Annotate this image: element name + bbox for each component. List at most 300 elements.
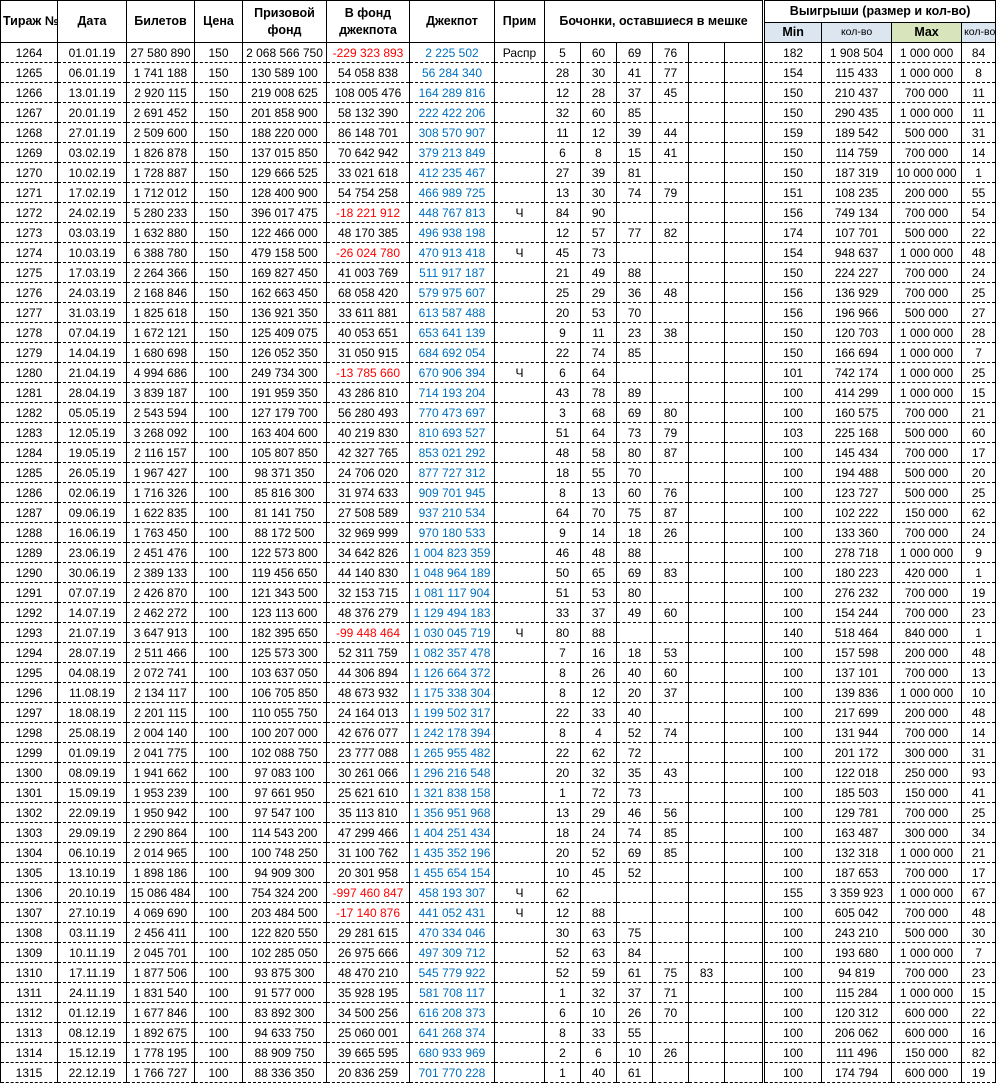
cell-price: 100: [195, 943, 243, 963]
cell-date: 17.11.19: [58, 963, 127, 983]
cell-barrel: 84: [617, 943, 653, 963]
cell-prize-fund: 97 083 100: [243, 763, 327, 783]
cell-barrel: 55: [617, 1023, 653, 1043]
cell-note: [495, 983, 545, 1003]
cell-barrel: 43: [545, 383, 581, 403]
cell-to-jackpot: 56 280 493: [327, 403, 410, 423]
cell-tickets: 15 086 484: [127, 883, 195, 903]
cell-barrel: 76: [653, 483, 689, 503]
cell-max-count: 8: [962, 63, 996, 83]
cell-max: 700 000: [892, 203, 962, 223]
header-max-count: кол-во: [962, 23, 996, 43]
cell-price: 100: [195, 843, 243, 863]
cell-barrel-spacer: [725, 723, 764, 743]
cell-tickets: 1 766 727: [127, 1063, 195, 1083]
cell-min-count: 201 172: [822, 743, 892, 763]
cell-to-jackpot: 33 611 881: [327, 303, 410, 323]
cell-draw: 1279: [1, 343, 58, 363]
cell-barrel: [689, 703, 725, 723]
cell-prize-fund: 137 015 850: [243, 143, 327, 163]
cell-max: 1 000 000: [892, 883, 962, 903]
cell-barrel: [689, 803, 725, 823]
cell-max: 1 000 000: [892, 543, 962, 563]
cell-date: 10.02.19: [58, 163, 127, 183]
cell-date: 15.12.19: [58, 1043, 127, 1063]
cell-draw: 1299: [1, 743, 58, 763]
cell-jackpot: 684 692 054: [410, 343, 495, 363]
cell-to-jackpot: 48 376 279: [327, 603, 410, 623]
cell-barrel: 40: [617, 663, 653, 683]
cell-max-count: 7: [962, 943, 996, 963]
cell-barrel: 8: [545, 483, 581, 503]
cell-tickets: 1 941 662: [127, 763, 195, 783]
cell-barrel-spacer: [725, 943, 764, 963]
cell-barrel: 26: [653, 523, 689, 543]
cell-barrel: 26: [617, 1003, 653, 1023]
cell-note: [495, 783, 545, 803]
cell-barrel: 39: [617, 123, 653, 143]
cell-barrel-spacer: [725, 43, 764, 63]
cell-min-count: 3 359 923: [822, 883, 892, 903]
cell-min: 100: [764, 803, 822, 823]
cell-max-count: 11: [962, 103, 996, 123]
cell-max-count: 13: [962, 663, 996, 683]
table-row: [1, 703, 996, 723]
cell-prize-fund: 100 207 000: [243, 723, 327, 743]
cell-tickets: 1 741 188: [127, 63, 195, 83]
cell-min: 100: [764, 1023, 822, 1043]
cell-draw: 1273: [1, 223, 58, 243]
cell-barrel: 27: [545, 163, 581, 183]
cell-barrel: [689, 283, 725, 303]
cell-min-count: 139 836: [822, 683, 892, 703]
cell-barrel: 33: [545, 603, 581, 623]
cell-max-count: 84: [962, 43, 996, 63]
cell-tickets: 1 763 450: [127, 523, 195, 543]
cell-min-count: 605 042: [822, 903, 892, 923]
cell-price: 150: [195, 43, 243, 63]
cell-barrel: 62: [545, 883, 581, 903]
cell-note: [495, 603, 545, 623]
cell-min: 101: [764, 363, 822, 383]
cell-barrel: 53: [581, 303, 617, 323]
cell-barrel: [689, 883, 725, 903]
cell-price: 100: [195, 983, 243, 1003]
cell-jackpot: 164 289 816: [410, 83, 495, 103]
cell-max-count: 21: [962, 843, 996, 863]
cell-note: [495, 303, 545, 323]
cell-barrel: 37: [617, 983, 653, 1003]
cell-date: 13.01.19: [58, 83, 127, 103]
cell-min: 100: [764, 523, 822, 543]
table-row: [1, 1023, 996, 1043]
cell-jackpot: 1 030 045 719: [410, 623, 495, 643]
cell-draw: 1306: [1, 883, 58, 903]
cell-barrel: 88: [617, 263, 653, 283]
cell-date: 10.11.19: [58, 943, 127, 963]
cell-tickets: 1 967 427: [127, 463, 195, 483]
cell-barrel: [653, 903, 689, 923]
cell-min: 182: [764, 43, 822, 63]
cell-barrel: [689, 663, 725, 683]
cell-barrel: [653, 203, 689, 223]
table-row: [1, 243, 996, 263]
cell-barrel: 24: [581, 823, 617, 843]
cell-to-jackpot: -13 785 660: [327, 363, 410, 383]
cell-max-count: 93: [962, 763, 996, 783]
cell-barrel: 80: [545, 623, 581, 643]
cell-max: 1 000 000: [892, 983, 962, 1003]
cell-date: 11.08.19: [58, 683, 127, 703]
cell-min: 156: [764, 203, 822, 223]
cell-tickets: 1 712 012: [127, 183, 195, 203]
cell-barrel: 8: [545, 1023, 581, 1043]
cell-tickets: 1 877 506: [127, 963, 195, 983]
cell-price: 100: [195, 903, 243, 923]
cell-barrel: 51: [545, 423, 581, 443]
cell-max: 1 000 000: [892, 243, 962, 263]
cell-barrel: 3: [545, 403, 581, 423]
cell-barrel: 65: [581, 563, 617, 583]
cell-barrel: [689, 903, 725, 923]
cell-min: 100: [764, 743, 822, 763]
cell-barrel: 52: [617, 863, 653, 883]
cell-barrel: 74: [617, 823, 653, 843]
cell-price: 100: [195, 1003, 243, 1023]
cell-barrel: 81: [617, 163, 653, 183]
cell-barrel: [689, 923, 725, 943]
cell-barrel: 48: [581, 543, 617, 563]
cell-barrel: 28: [581, 83, 617, 103]
cell-barrel: 6: [581, 1043, 617, 1063]
cell-date: 14.07.19: [58, 603, 127, 623]
cell-prize-fund: 121 343 500: [243, 583, 327, 603]
cell-min: 100: [764, 863, 822, 883]
cell-date: 08.12.19: [58, 1023, 127, 1043]
cell-draw: 1304: [1, 843, 58, 863]
cell-to-jackpot: 23 777 088: [327, 743, 410, 763]
cell-price: 100: [195, 823, 243, 843]
cell-barrel: [689, 143, 725, 163]
cell-barrel: 69: [617, 43, 653, 63]
cell-barrel-spacer: [725, 823, 764, 843]
cell-price: 100: [195, 423, 243, 443]
cell-barrel: [653, 163, 689, 183]
cell-prize-fund: 102 088 750: [243, 743, 327, 763]
cell-barrel: [653, 263, 689, 283]
cell-prize-fund: 249 734 300: [243, 363, 327, 383]
cell-min: 100: [764, 503, 822, 523]
cell-barrel: 75: [617, 503, 653, 523]
cell-barrel: 83: [689, 963, 725, 983]
cell-barrel: 40: [617, 703, 653, 723]
cell-note: [495, 763, 545, 783]
cell-note: [495, 963, 545, 983]
table-row: [1, 723, 996, 743]
cell-draw: 1298: [1, 723, 58, 743]
table-row: [1, 143, 996, 163]
cell-price: 150: [195, 343, 243, 363]
cell-max: 150 000: [892, 783, 962, 803]
cell-max-count: 11: [962, 83, 996, 103]
table-row: [1, 323, 996, 343]
cell-draw: 1308: [1, 923, 58, 943]
table-row: [1, 663, 996, 683]
cell-note: Ч: [495, 903, 545, 923]
cell-note: Ч: [495, 363, 545, 383]
cell-barrel: 4: [581, 723, 617, 743]
cell-barrel: 74: [617, 183, 653, 203]
cell-barrel-spacer: [725, 243, 764, 263]
cell-note: [495, 283, 545, 303]
cell-prize-fund: 93 875 300: [243, 963, 327, 983]
cell-max: 200 000: [892, 643, 962, 663]
cell-barrel: [653, 383, 689, 403]
cell-max: 700 000: [892, 963, 962, 983]
cell-jackpot: 1 175 338 304: [410, 683, 495, 703]
cell-date: 24.02.19: [58, 203, 127, 223]
cell-jackpot: 613 587 488: [410, 303, 495, 323]
cell-barrel: [581, 883, 617, 903]
cell-prize-fund: 88 336 350: [243, 1063, 327, 1083]
cell-prize-fund: 114 543 200: [243, 823, 327, 843]
cell-date: 06.10.19: [58, 843, 127, 863]
cell-price: 150: [195, 323, 243, 343]
cell-min: 154: [764, 243, 822, 263]
cell-min-count: 224 227: [822, 263, 892, 283]
cell-barrel-spacer: [725, 543, 764, 563]
cell-barrel: 75: [617, 923, 653, 943]
table-row: [1, 603, 996, 623]
cell-barrel-spacer: [725, 83, 764, 103]
cell-draw: 1294: [1, 643, 58, 663]
cell-jackpot: 1 242 178 394: [410, 723, 495, 743]
cell-draw: 1302: [1, 803, 58, 823]
cell-barrel: 30: [545, 923, 581, 943]
cell-note: [495, 223, 545, 243]
cell-tickets: 2 014 965: [127, 843, 195, 863]
cell-barrel-spacer: [725, 563, 764, 583]
cell-barrel: 15: [617, 143, 653, 163]
cell-to-jackpot: 34 642 826: [327, 543, 410, 563]
cell-barrel-spacer: [725, 163, 764, 183]
cell-jackpot: 1 126 664 372: [410, 663, 495, 683]
cell-barrel: 12: [545, 903, 581, 923]
cell-draw: 1309: [1, 943, 58, 963]
cell-draw: 1282: [1, 403, 58, 423]
cell-barrel: 74: [653, 723, 689, 743]
cell-prize-fund: 191 959 350: [243, 383, 327, 403]
cell-max-count: 17: [962, 863, 996, 883]
table-row: [1, 803, 996, 823]
cell-barrel: 43: [653, 763, 689, 783]
cell-barrel: 13: [581, 483, 617, 503]
cell-draw: 1283: [1, 423, 58, 443]
cell-barrel: 33: [581, 703, 617, 723]
cell-min: 100: [764, 383, 822, 403]
cell-barrel-spacer: [725, 983, 764, 1003]
cell-barrel: [653, 943, 689, 963]
cell-max: 200 000: [892, 703, 962, 723]
cell-barrel: 6: [545, 1003, 581, 1023]
cell-date: 06.01.19: [58, 63, 127, 83]
cell-prize-fund: 754 324 200: [243, 883, 327, 903]
cell-max-count: 48: [962, 703, 996, 723]
cell-min: 100: [764, 483, 822, 503]
cell-barrel: [689, 523, 725, 543]
cell-max-count: 41: [962, 783, 996, 803]
table-row: [1, 503, 996, 523]
cell-min-count: 114 759: [822, 143, 892, 163]
cell-barrel-spacer: [725, 663, 764, 683]
cell-jackpot: 222 422 206: [410, 103, 495, 123]
cell-barrel: [689, 303, 725, 323]
cell-max-count: 48: [962, 903, 996, 923]
cell-min-count: 137 101: [822, 663, 892, 683]
cell-barrel: 70: [617, 463, 653, 483]
cell-barrel: 26: [653, 1043, 689, 1063]
cell-price: 100: [195, 663, 243, 683]
cell-barrel: 52: [581, 843, 617, 863]
cell-to-jackpot: 25 621 610: [327, 783, 410, 803]
cell-barrel: [653, 363, 689, 383]
cell-date: 21.07.19: [58, 623, 127, 643]
cell-barrel: 53: [581, 583, 617, 603]
cell-max-count: 14: [962, 143, 996, 163]
cell-prize-fund: 125 573 300: [243, 643, 327, 663]
cell-barrel: 87: [653, 443, 689, 463]
cell-barrel-spacer: [725, 203, 764, 223]
cell-min: 150: [764, 323, 822, 343]
table-row: [1, 43, 996, 63]
cell-to-jackpot: 32 153 715: [327, 583, 410, 603]
cell-barrel: [689, 383, 725, 403]
cell-min: 100: [764, 823, 822, 843]
cell-barrel-spacer: [725, 783, 764, 803]
cell-barrel-spacer: [725, 343, 764, 363]
cell-prize-fund: 182 395 650: [243, 623, 327, 643]
cell-barrel: 35: [617, 763, 653, 783]
cell-barrel: [653, 923, 689, 943]
cell-barrel-spacer: [725, 363, 764, 383]
cell-max-count: 1: [962, 163, 996, 183]
cell-max: 1 000 000: [892, 103, 962, 123]
cell-max-count: 25: [962, 283, 996, 303]
table-row: [1, 183, 996, 203]
cell-barrel: 26: [581, 663, 617, 683]
cell-note: [495, 523, 545, 543]
cell-barrel: 60: [617, 483, 653, 503]
cell-barrel-spacer: [725, 103, 764, 123]
table-row: [1, 123, 996, 143]
cell-barrel-spacer: [725, 763, 764, 783]
cell-tickets: 1 778 195: [127, 1043, 195, 1063]
cell-price: 100: [195, 603, 243, 623]
table-row: [1, 1003, 996, 1023]
cell-note: [495, 1043, 545, 1063]
cell-barrel: 40: [581, 1063, 617, 1083]
cell-max: 150 000: [892, 503, 962, 523]
cell-tickets: 2 509 600: [127, 123, 195, 143]
cell-max: 420 000: [892, 563, 962, 583]
cell-max-count: 34: [962, 823, 996, 843]
cell-max-count: 60: [962, 423, 996, 443]
cell-tickets: 2 389 133: [127, 563, 195, 583]
cell-min-count: 193 680: [822, 943, 892, 963]
cell-barrel: [689, 1003, 725, 1023]
cell-tickets: 1 892 675: [127, 1023, 195, 1043]
cell-barrel: 46: [545, 543, 581, 563]
cell-barrel: 10: [581, 1003, 617, 1023]
cell-barrel-spacer: [725, 1063, 764, 1083]
cell-jackpot: 1 081 117 904: [410, 583, 495, 603]
cell-draw: 1267: [1, 103, 58, 123]
cell-max-count: 7: [962, 343, 996, 363]
cell-prize-fund: 2 068 566 750: [243, 43, 327, 63]
cell-barrel: [653, 543, 689, 563]
cell-note: [495, 503, 545, 523]
cell-prize-fund: 97 547 100: [243, 803, 327, 823]
cell-barrel-spacer: [725, 623, 764, 643]
cell-date: 17.03.19: [58, 263, 127, 283]
cell-barrel: 77: [617, 223, 653, 243]
cell-to-jackpot: 26 975 666: [327, 943, 410, 963]
cell-draw: 1285: [1, 463, 58, 483]
cell-barrel: 55: [581, 463, 617, 483]
cell-min-count: 194 488: [822, 463, 892, 483]
cell-max-count: 16: [962, 1023, 996, 1043]
cell-draw: 1291: [1, 583, 58, 603]
cell-barrel: 29: [581, 283, 617, 303]
cell-jackpot: 511 917 187: [410, 263, 495, 283]
cell-tickets: 4 069 690: [127, 903, 195, 923]
cell-max: 500 000: [892, 223, 962, 243]
cell-barrel: 85: [653, 823, 689, 843]
cell-barrel: 20: [545, 303, 581, 323]
cell-date: 20.10.19: [58, 883, 127, 903]
cell-max: 600 000: [892, 1023, 962, 1043]
cell-price: 150: [195, 163, 243, 183]
cell-jackpot: 412 235 467: [410, 163, 495, 183]
table-row: [1, 203, 996, 223]
cell-price: 100: [195, 623, 243, 643]
cell-barrel: 25: [545, 283, 581, 303]
cell-draw: 1276: [1, 283, 58, 303]
cell-tickets: 1 680 698: [127, 343, 195, 363]
cell-prize-fund: 91 577 000: [243, 983, 327, 1003]
cell-prize-fund: 106 705 850: [243, 683, 327, 703]
cell-barrel: [689, 583, 725, 603]
cell-jackpot: 448 767 813: [410, 203, 495, 223]
cell-prize-fund: 127 179 700: [243, 403, 327, 423]
cell-tickets: 2 041 775: [127, 743, 195, 763]
cell-barrel: 2: [545, 1043, 581, 1063]
cell-barrel: 52: [545, 963, 581, 983]
cell-max: 700 000: [892, 403, 962, 423]
cell-to-jackpot: 31 050 915: [327, 343, 410, 363]
cell-barrel: 71: [653, 983, 689, 1003]
table-row: [1, 743, 996, 763]
cell-jackpot: 1 199 502 317: [410, 703, 495, 723]
cell-prize-fund: 94 633 750: [243, 1023, 327, 1043]
cell-draw: 1289: [1, 543, 58, 563]
header-max: Max: [892, 23, 962, 43]
cell-barrel: 70: [617, 303, 653, 323]
table-row: [1, 303, 996, 323]
cell-barrel: 51: [545, 583, 581, 603]
cell-min-count: 154 244: [822, 603, 892, 623]
cell-date: 29.09.19: [58, 823, 127, 843]
